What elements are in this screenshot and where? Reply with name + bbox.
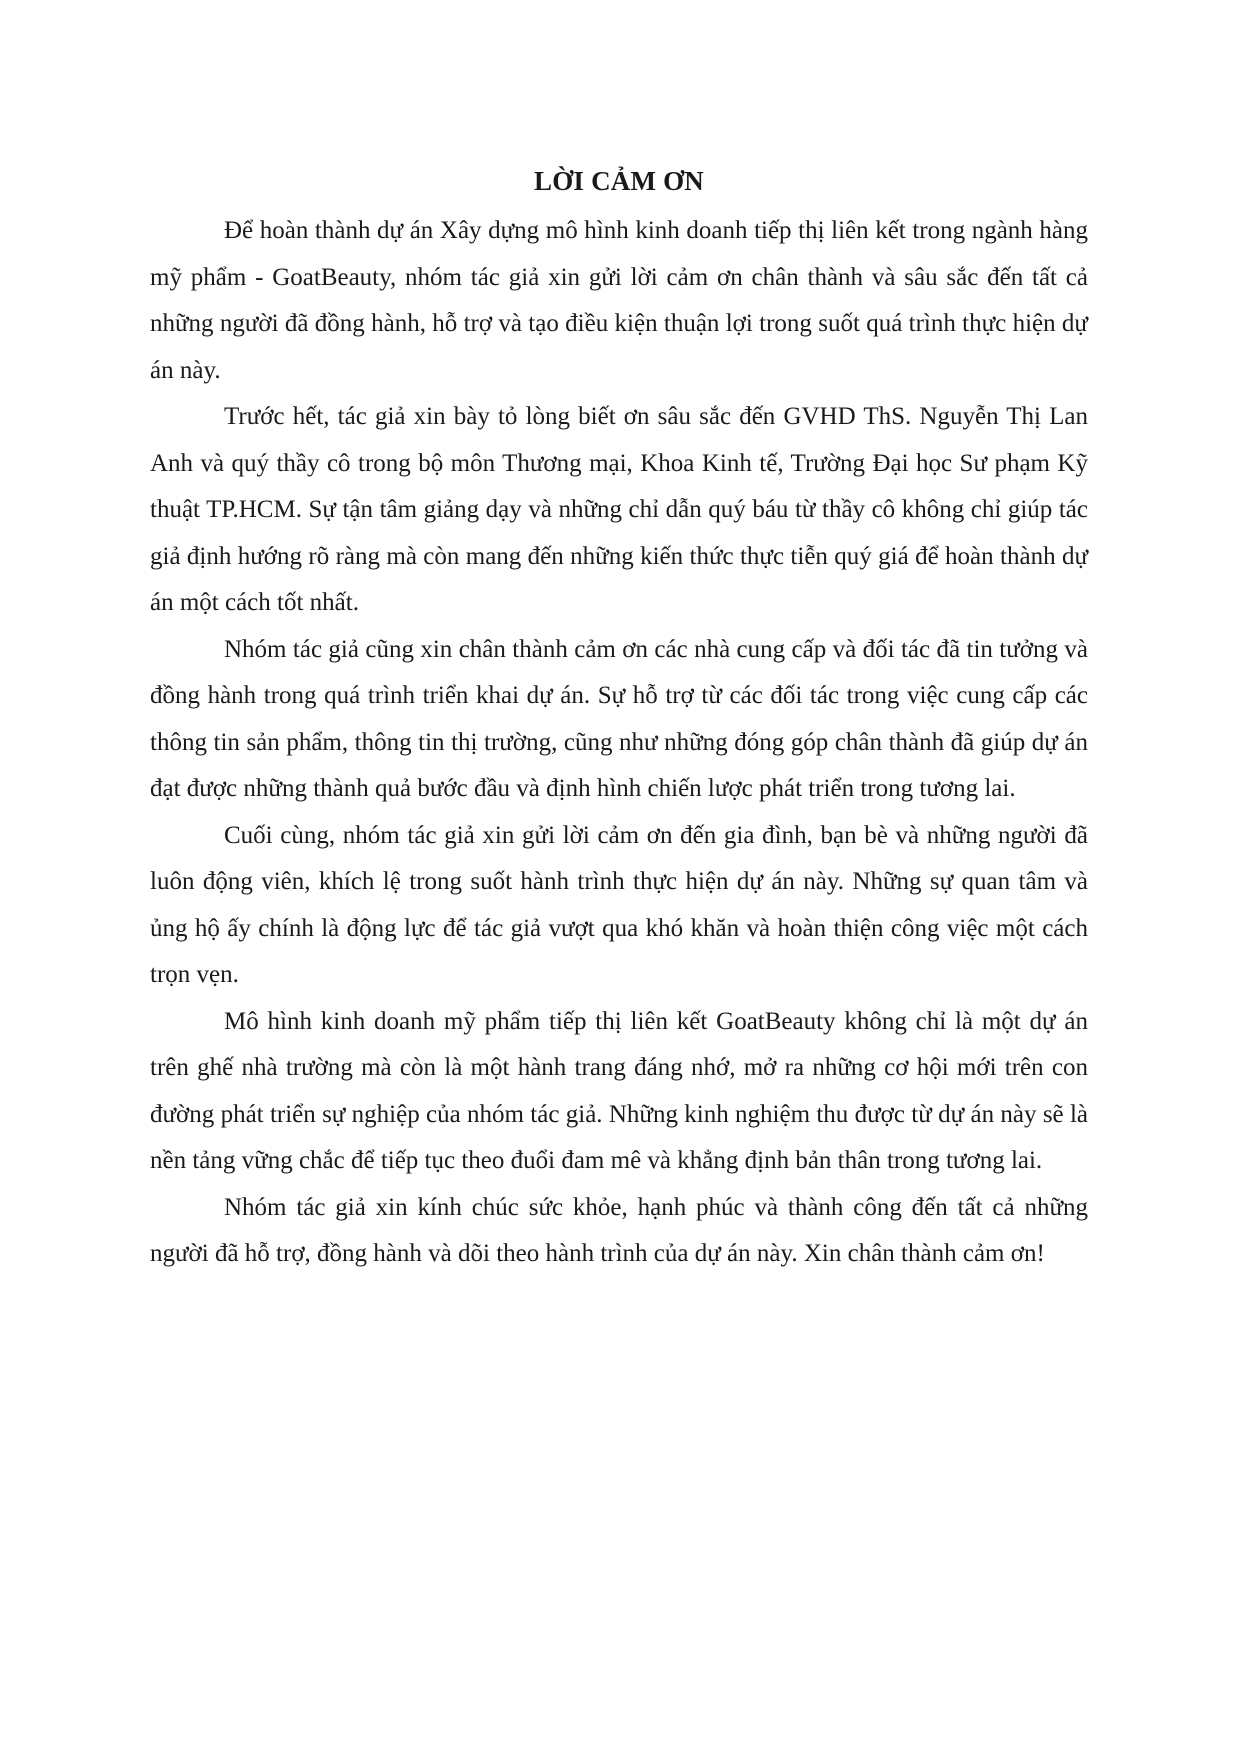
paragraph-closing: Nhóm tác giả xin kính chúc sức khỏe, hạnh phúc và thành công đến tất cả những người đã hỗ trợ, đồng hành và dõi theo hành trình của dự án này. Xin chân thành cảm ơn! [150, 1193, 1088, 1267]
paragraph-intro: Để hoàn thành dự án Xây dựng mô hình kinh doanh tiếp thị liên kết trong ngành hàng mỹ phẩm - GoatBeauty, nhóm tác giả xin gửi lời cảm ơn chân thành và sâu sắc đến tất cả những người đã đồng hành, hỗ trợ và tạo điều kiện thuận lợi trong suốt quá trình thực hiện dự án này. [150, 217, 1088, 384]
paragraph-project-reflection: Mô hình kinh doanh mỹ phẩm tiếp thị liên kết GoatBeauty không chỉ là một dự án trên ghế nhà trường mà còn là một hành trang đáng nhớ, mở ra những cơ hội mới trên con đường phát triển sự nghiệp của nhóm tác giả. Những kinh nghiệm thu được từ dự án này sẽ là nền tảng vững chắc để tiếp tục theo đuổi đam mê và khẳng định bản thân trong tương lai. [150, 1007, 1088, 1174]
page-title: LỜI CẢM ƠN [534, 166, 704, 196]
paragraph-advisor-thanks: Trước hết, tác giả xin bày tỏ lòng biết ơn sâu sắc đến GVHD ThS. Nguyễn Thị Lan Anh và quý thầy cô trong bộ môn Thương mại, Khoa Kinh tế, Trường Đại học Sư phạm Kỹ thuật TP.HCM. Sự tận tâm giảng dạy và những chỉ dẫn quý báu từ thầy cô không chỉ giúp tác giả định hướng rõ ràng mà còn mang đến những kiến thức thực tiễn quý giá để hoàn thành dự án một cách tốt nhất. [150, 403, 1088, 616]
acknowledgement-section [150, 158, 1088, 1278]
paragraph-family-thanks: Cuối cùng, nhóm tác giả xin gửi lời cảm ơn đến gia đình, bạn bè và những người đã luôn động viên, khích lệ trong suốt hành trình thực hiện dự án này. Những sự quan tâm và ủng hộ ấy chính là động lực để tác giả vượt qua khó khăn và hoàn thiện công việc một cách trọn vẹn. [150, 821, 1088, 988]
paragraph-partner-thanks: Nhóm tác giả cũng xin chân thành cảm ơn các nhà cung cấp và đối tác đã tin tưởng và đồng hành trong quá trình triển khai dự án. Sự hỗ trợ từ các đối tác trong việc cung cấp các thông tin sản phẩm, thông tin thị trường, cũng như những đóng góp chân thành đã giúp dự án đạt được những thành quả bước đầu và định hình chiến lược phát triển trong tương lai. [150, 635, 1088, 802]
